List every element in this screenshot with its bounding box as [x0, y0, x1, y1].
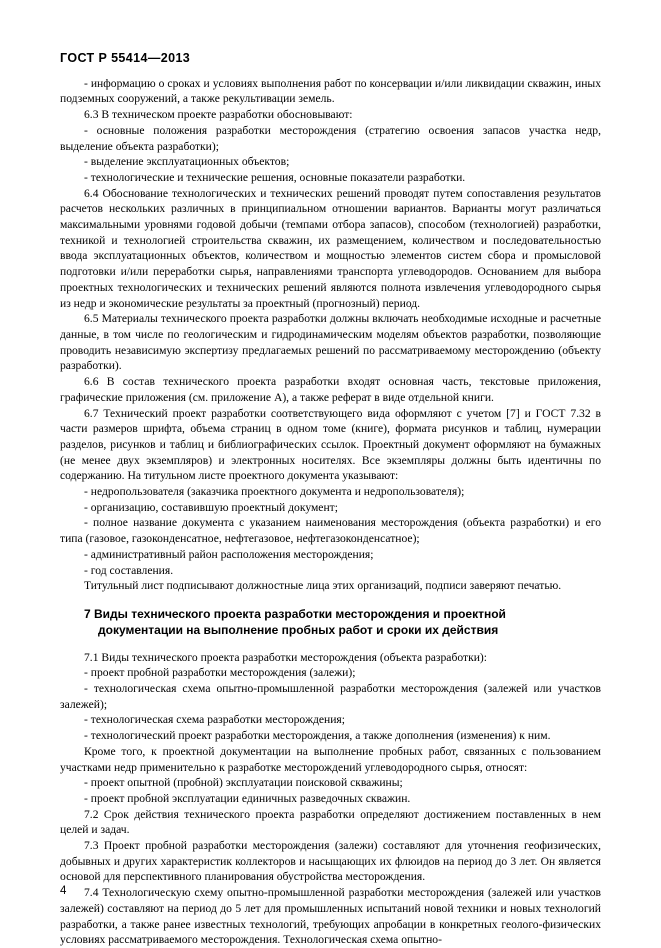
paragraph: - технологическая схема опытно-промышленной разработки месторождения (залежей или участков залежей); [60, 682, 601, 711]
body-text-before-section [60, 76, 601, 594]
paragraph: - проект пробной разработки месторождения (залежи); [84, 666, 356, 680]
paragraph: 6.3 В техническом проекте разработки обосновывают: [84, 108, 353, 122]
paragraph: - полное название документа с указанием наименования месторождения (объекта разработки) и его типа (газовое, газоконденсатное, нефтегазовое, нефтегазоконденсатное); [60, 516, 601, 546]
paragraph: 6.6 В состав технического проекта разработки входят основная часть, текстовые приложения, графические приложения (см. приложение А), а также реферат в виде отдельной книги. [60, 375, 601, 404]
paragraph: - год составления. [84, 563, 174, 577]
paragraph: - организацию, составившую проектный документ; [84, 500, 338, 514]
section-heading-line-1: 7 Виды технического проекта разработки месторождения и проектной [84, 606, 506, 621]
paragraph: - технологическая схема разработки месторождения; [84, 713, 345, 727]
document-header: ГОСТ Р 55414—2013 [60, 51, 191, 65]
section-heading [60, 607, 601, 639]
paragraph: - административный район расположения месторождения; [84, 547, 374, 561]
paragraph: Кроме того, к проектной документации на выполнение пробных работ, связанных с пользованием участками недр применительно к разработке месторождений углеводородного сырья, относят: [60, 744, 601, 774]
paragraph: 6.5 Материалы технического проекта разработки должны включать необходимые исходные и расчетные данные, в том числе по геологическим и гидродинамическим моделям объектов разработки, позволяющие проводить независимую экспертизу предлагаемых решений по рассматриваемому месторождению (объекту разработки). [60, 312, 601, 373]
paragraph: 6.7 Технический проект разработки соответствующего вида оформляют с учетом [7] и ГОСТ 7.32 в части размеров шрифта, объема страниц в одном томе (книге), формата рисунков и таблиц, нумерации разделов, рисунков и таблиц и библиографических ссылок. Проектный документ оформляют на бумажных (не менее двух экземпляров) и электронных носителях. Все экземпляры должны быть идентичны по содержанию. На титульном листе проектного документа указывают: [60, 406, 601, 483]
paragraph: Титульный лист подписывают должностные лица этих организаций, подписи заверяют печатью. [84, 579, 562, 593]
paragraph: 7.4 Технологическую схему опытно-промышленной разработки месторождения (залежей или участков залежей) составляют на период до 5 лет для промышленных испытаний новой техники и новых технологий разработки, а также ранее известных технологий, требующих апробации в конкретных геолого-физических условиях рассматриваемого месторождения. Технологическая схема опытно- [60, 886, 601, 947]
section-heading-line-2: документации на выполнение пробных работ и сроки их действия [98, 622, 499, 637]
paragraph: 7.3 Проект пробной разработки месторождения (залежи) составляют для уточнения геофизических, добывных и других характеристик коллекторов и насыщающих их флюидов на период до 3 лет. Он является основой для перспективного планирования обустройства месторождения. [60, 839, 601, 884]
paragraph: - недропользователя (заказчика проектного документа и недропользователя); [84, 485, 465, 499]
page-number: 4 [60, 885, 67, 897]
paragraph: 6.4 Обоснование технологических и технических решений проводят путем сопоставления результатов расчетов нескольких различных в принципиальном отношении вариантов. Варианты могут различаться максимальными уровнями годовой добычи (темпами отбора запасов), способом (технологией) разработки, техникой и технологией строительства скважин, их размещением, количеством и последовательностью ввода эксплуатационных объектов, количеством и мощностью элементов систем сбора и промысловой подготовки и/или переработки сырья, направлениями транспорта углеводородов. Основанием для выбора проектных технологических и технических решений являются полнота извлечения углеводородного сырья из недр и экономические результаты за проектный (прогнозный) период. [60, 186, 601, 310]
paragraph: - основные положения разработки месторождения (стратегию освоения запасов участка недр, выделение объекта разработки); [60, 123, 601, 153]
paragraph: - технологический проект разработки месторождения, а также дополнения (изменения) к ним. [84, 729, 551, 743]
paragraph: 7.1 Виды технического проекта разработки месторождения (объекта разработки): [84, 650, 487, 664]
paragraph: - проект опытной (пробной) эксплуатации поисковой скважины; [84, 776, 403, 790]
paragraph: 7.2 Срок действия технического проекта разработки определяют достижением поставленных в нем целей и задач. [60, 807, 601, 837]
paragraph: - выделение эксплуатационных объектов; [84, 155, 290, 169]
body-text-after-section [60, 650, 601, 948]
paragraph: - проект пробной эксплуатации единичных разведочных скважин. [84, 791, 411, 805]
paragraph: - технологические и технические решения, основные показатели разработки. [84, 170, 466, 184]
paragraph: - информацию о сроках и условиях выполнения работ по консервации и/или ликвидации скважин, иных подземных сооружений, а также рекультивации земель. [60, 76, 601, 106]
